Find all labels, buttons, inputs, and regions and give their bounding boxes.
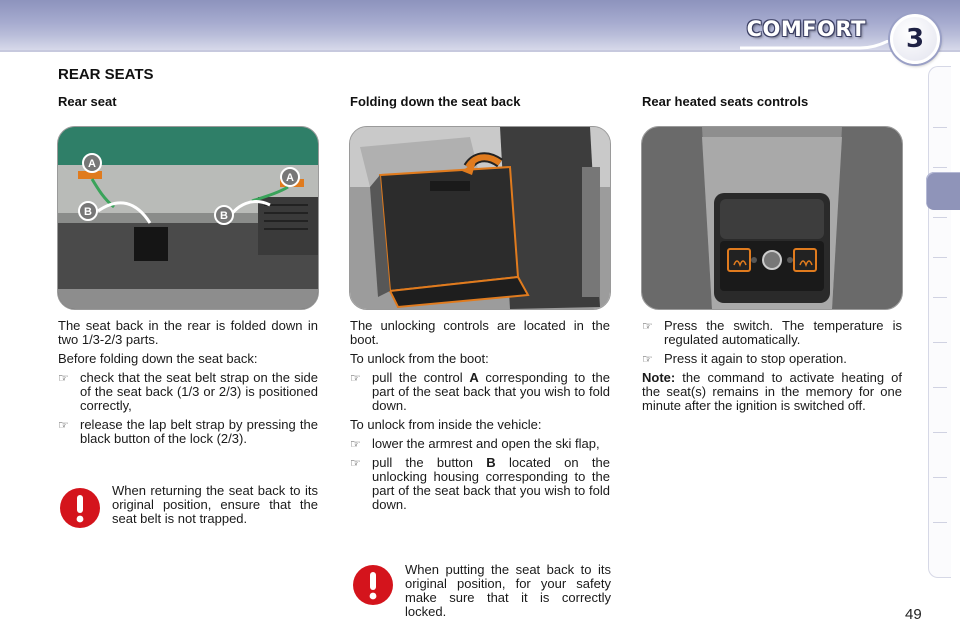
folding-from-boot: To unlock from the boot:: [350, 351, 489, 366]
rear-seat-before: Before folding down the seat back:: [58, 351, 258, 366]
svg-text:B: B: [84, 206, 92, 218]
pointing-hand-icon: ☞: [642, 319, 653, 333]
folding-intro: The unlocking controls are located in the boot.: [350, 318, 610, 347]
control-a-label: A: [469, 370, 479, 385]
list-item: ☞ pull the control A corresponding to the part of the seat back that you wish to fold down.: [350, 370, 610, 413]
callout-a-left: [83, 154, 101, 172]
callout-b-right: [215, 206, 233, 224]
heated-seats-heading: Rear heated seats controls: [642, 94, 809, 109]
heated-seats-text: [642, 319, 902, 418]
folding-heading: Folding down the seat back: [350, 94, 521, 109]
pointing-hand-icon: ☞: [350, 456, 361, 470]
page-number: 49: [905, 606, 922, 623]
list-item: ☞ pull the button B located on the unlocking housing corresponding to the part of the seat back that you wish to fold down.: [350, 455, 610, 512]
warning-exclamation-icon: [351, 563, 395, 607]
note-label: Note:: [642, 370, 676, 385]
pointing-hand-icon: ☞: [350, 437, 361, 451]
rear-seat-photo: [57, 126, 319, 310]
callout-a-right: [281, 168, 299, 186]
svg-text:B: B: [220, 210, 228, 222]
heated-seats-note: Note: the command to activate heating of the seat(s) remains in the memory for one minute after the ignition is switched off.: [642, 370, 902, 413]
list-item: ☞ Press the switch. The temperature is regulated automatically.: [642, 318, 902, 347]
svg-text:A: A: [286, 172, 294, 184]
rear-seat-warning: When returning the seat back to its original position, ensure that the seat belt is not trapped.: [112, 483, 318, 526]
folding-warning: When putting the seat back to its original position, for your safety make sure that it is correctly locked.: [405, 562, 611, 619]
section-title: REAR SEATS: [58, 66, 154, 83]
folding-from-inside: To unlock from inside the vehicle:: [350, 417, 542, 432]
button-b-label: B: [486, 455, 496, 470]
svg-text:A: A: [88, 158, 96, 170]
folding-text: [350, 319, 610, 517]
chapter-number-badge: 3: [890, 14, 940, 64]
pointing-hand-icon: ☞: [350, 371, 361, 385]
chapter-title: COMFORT: [746, 17, 866, 41]
pointing-hand-icon: ☞: [642, 352, 653, 366]
header-swoosh: [740, 40, 890, 50]
rear-seat-text: [58, 319, 318, 451]
list-item: ☞ lower the armrest and open the ski flap,: [350, 436, 600, 451]
pointing-hand-icon: ☞: [58, 371, 69, 385]
list-item: ☞ release the lap belt strap by pressing the black button of the lock (2/3).: [58, 417, 318, 446]
folding-seat-photo: [349, 126, 611, 310]
warning-exclamation-icon: [58, 486, 102, 530]
rear-seat-intro: The seat back in the rear is folded down in two 1/3-2/3 parts.: [58, 318, 318, 347]
rear-seat-heading: Rear seat: [58, 94, 117, 109]
chapter-tab-active[interactable]: [926, 172, 960, 210]
list-item: ☞ check that the seat belt strap on the side of the seat back (1/3 or 2/3) is positioned correctly,: [58, 370, 318, 413]
callout-b-left: [79, 202, 97, 220]
pointing-hand-icon: ☞: [58, 418, 69, 432]
heated-seats-photo: [641, 126, 903, 310]
chapter-tab-strip: [928, 66, 951, 578]
list-item: ☞ Press it again to stop operation.: [642, 351, 847, 366]
